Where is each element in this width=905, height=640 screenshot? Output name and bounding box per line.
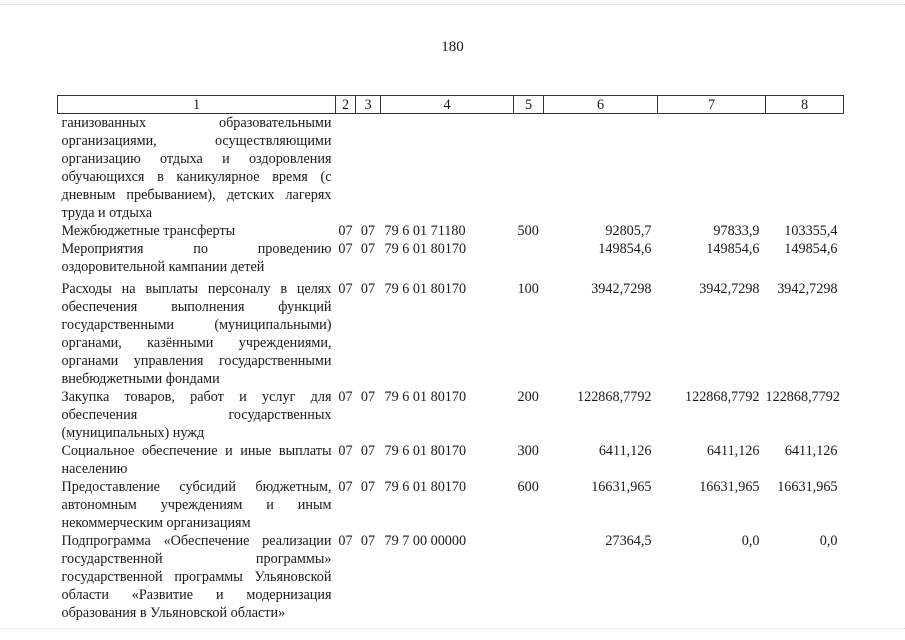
row-vr xyxy=(514,240,544,276)
row-prz: 07 xyxy=(360,479,376,495)
row-value-7: 149854,6 xyxy=(706,241,760,257)
row-value-8: 16631,965 xyxy=(777,479,838,495)
header-col-1: 1 xyxy=(58,96,336,114)
row-prz: 07 xyxy=(360,443,376,459)
row-csr: 79 6 01 80170 xyxy=(384,479,467,495)
table-row xyxy=(58,222,844,240)
row-value-7: 0,0 xyxy=(741,533,760,549)
row-vr: 500 xyxy=(517,223,539,239)
row-csr: 79 6 01 80170 xyxy=(384,281,467,297)
row-value-6: 27364,5 xyxy=(605,533,652,549)
header-col-3: 3 xyxy=(356,96,381,114)
row-name: Социальное обеспечение и иные выплаты населению xyxy=(61,443,332,477)
row-prz: 07 xyxy=(360,223,376,239)
table-row xyxy=(58,240,844,276)
row-vr: 300 xyxy=(517,443,539,459)
header-col-8: 8 xyxy=(766,96,844,114)
row-rz: 07 xyxy=(338,443,353,459)
row-value-6: 122868,7792 xyxy=(577,389,652,405)
table-header xyxy=(58,96,844,114)
row-value-6: 16631,965 xyxy=(591,479,652,495)
row-vr: 100 xyxy=(517,281,539,297)
row-name: Межбюджетные трансферты xyxy=(61,223,236,239)
row-csr xyxy=(381,114,514,223)
row-value-8 xyxy=(766,114,844,223)
row-name: Закупка товаров, работ и услуг для обеспечения государственных (муниципальных) нужд xyxy=(61,389,332,441)
row-value-7: 3942,7298 xyxy=(699,281,760,297)
table-row xyxy=(58,388,844,442)
page-number: 180 xyxy=(441,39,464,55)
scan-artifact-bottom xyxy=(0,628,905,635)
row-prz: 07 xyxy=(360,241,376,257)
row-csr: 79 7 00 00000 xyxy=(384,533,467,549)
row-vr: 200 xyxy=(517,389,539,405)
table-row xyxy=(58,532,844,622)
row-vr xyxy=(514,532,544,622)
row-name: Расходы на выплаты персоналу в целях обеспечения выполнения функций государственными (муниципальными) органами, казёнными учреждениями, органами управления государственными внебюджетными фондами xyxy=(61,281,332,387)
row-value-8: 122868,7792 xyxy=(765,389,840,405)
row-name: ганизованных образовательными организациями, осуществляющими организацию отдыха и оздоровления обучающихся в каникулярное время (с дневным пребыванием), детских лагерях труда и отдыха xyxy=(61,115,332,221)
row-value-6: 149854,6 xyxy=(598,241,652,257)
header-col-7: 7 xyxy=(658,96,766,114)
row-csr: 79 6 01 80170 xyxy=(384,389,467,405)
row-value-7: 122868,7792 xyxy=(685,389,760,405)
row-vr xyxy=(514,114,544,223)
row-rz: 07 xyxy=(338,223,353,239)
header-col-2: 2 xyxy=(336,96,356,114)
row-name: Мероприятия по проведению оздоровительной кампании детей xyxy=(61,241,332,275)
table-row xyxy=(58,114,844,223)
row-rz: 07 xyxy=(338,389,353,405)
header-col-6: 6 xyxy=(544,96,658,114)
row-value-8: 6411,126 xyxy=(784,443,838,459)
row-value-7: 97833,9 xyxy=(713,223,760,239)
row-prz: 07 xyxy=(360,389,376,405)
row-prz xyxy=(356,114,381,223)
row-name: Подпрограмма «Обеспечение реализации государственной программы» государственной программы Ульяновской области «Развитие и модернизация образования в Ульяновской области» xyxy=(61,533,332,621)
row-value-6: 3942,7298 xyxy=(591,281,652,297)
budget-table xyxy=(57,95,844,622)
row-prz: 07 xyxy=(360,281,376,297)
row-value-6: 6411,126 xyxy=(598,443,652,459)
row-value-8: 103355,4 xyxy=(784,223,838,239)
row-value-8: 149854,6 xyxy=(784,241,838,257)
row-rz: 07 xyxy=(338,479,353,495)
row-vr: 600 xyxy=(517,479,539,495)
row-rz: 07 xyxy=(338,533,353,549)
row-prz: 07 xyxy=(360,533,376,549)
scan-artifact-top xyxy=(0,4,905,11)
row-value-6: 92805,7 xyxy=(605,223,652,239)
row-value-8: 3942,7298 xyxy=(777,281,838,297)
row-value-7: 16631,965 xyxy=(699,479,760,495)
table-row xyxy=(58,478,844,532)
row-value-8: 0,0 xyxy=(819,533,838,549)
row-name: Предоставление субсидий бюджетным, автономным учреждениям и иным некоммерческим организациям xyxy=(61,479,332,531)
header-col-4: 4 xyxy=(381,96,514,114)
table-row xyxy=(58,442,844,478)
header-col-5: 5 xyxy=(514,96,544,114)
row-value-7: 6411,126 xyxy=(706,443,760,459)
table-row xyxy=(58,280,844,388)
row-value-6 xyxy=(544,114,658,223)
row-rz: 07 xyxy=(338,241,353,257)
row-rz xyxy=(336,114,356,223)
row-value-7 xyxy=(658,114,766,223)
row-csr: 79 6 01 71180 xyxy=(384,223,466,239)
row-rz: 07 xyxy=(338,281,353,297)
table-body xyxy=(58,114,844,623)
row-csr: 79 6 01 80170 xyxy=(384,241,467,257)
row-csr: 79 6 01 80170 xyxy=(384,443,467,459)
